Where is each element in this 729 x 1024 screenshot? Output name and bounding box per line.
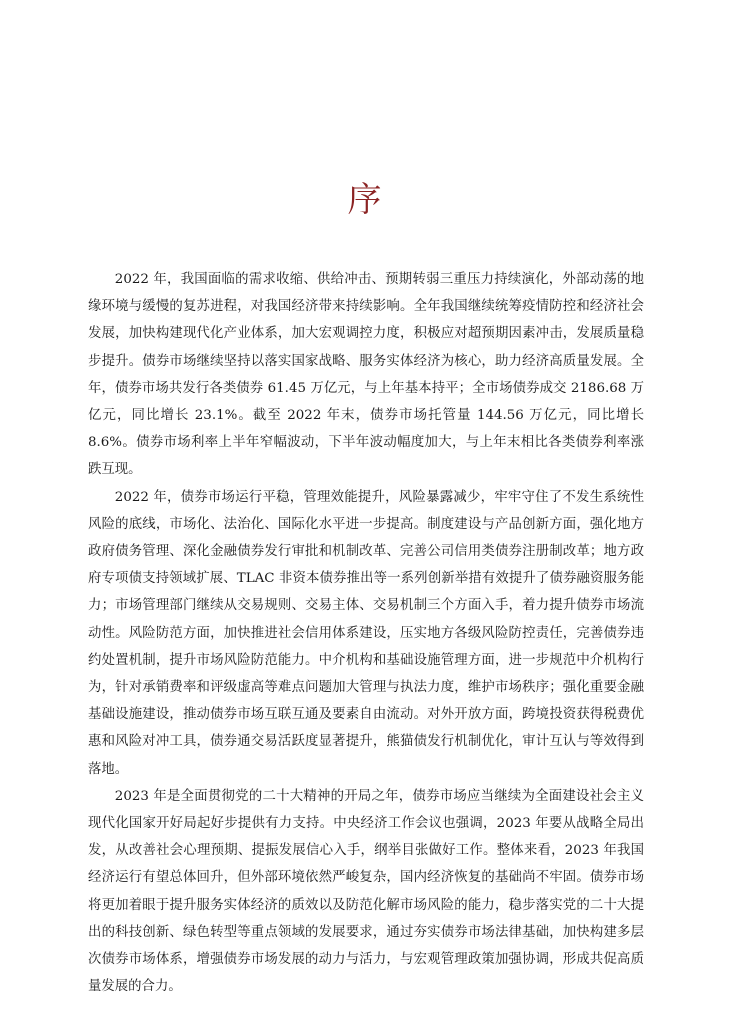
page-title: 序 [347, 180, 382, 220]
paragraph-1: 2022 年，我国面临的需求收缩、供给冲击、预期转弱三重压力持续演化，外部动荡的地缘环境与缓慢的复苏进程，对我国经济带来持续影响。全年我国继续统筹疫情防控和经济社会发展，加快构建现代化产业体系，加大宏观调控力度，积极应对超预期因素冲击，发展质量稳步提升。债券市场继续坚持以落实国家战略、服务实体经济为核心，助力经济高质量发展。全年，债券市场共发行各类债券 61.45 万亿元，与上年基本持平；全市场债券成交 2186.68 万亿元，同比增长 23.1%。截至 2022 年末，债券市场托管量 144.56 万亿元，同比增长 8.6%。债券市场利率上半年窄幅波动，下半年波动幅度加大，与上年末相比各类债券利率涨跌互现。 [88, 272, 644, 478]
preface-body [88, 266, 644, 1000]
paragraph-2: 2022 年，债券市场运行平稳，管理效能提升，风险暴露减少，牢牢守住了不发生系统性风险的底线，市场化、法治化、国际化水平进一步提高。制度建设与产品创新方面，强化地方政府债务管理、深化金融债券发行审批和机制改革、完善公司信用类债券注册制改革；地方政府专项债支持领域扩展、TLAC 非资本债券推出等一系列创新举措有效提升了债券融资服务能力；市场管理部门继续从交易规则、交易主体、交易机制三个方面入手，着力提升债券市场流动性。风险防范方面，加快推进社会信用体系建设，压实地方各级风险防控责任，完善债券违约处置机制，提升市场风险防范能力。中介机构和基础设施管理方面，进一步规范中介机构行为，针对承销费率和评级虚高等难点问题加大管理与执法力度，维护市场秩序；强化重要金融基础设施建设，推动债券市场互联互通及要素自由流动。对外开放方面，跨境投资获得税费优惠和风险对冲工具，债券通交易活跃度显著提升，熊猫债发行机制优化，审计互认与等效得到落地。 [88, 489, 644, 777]
paragraph-3: 2023 年是全面贯彻党的二十大精神的开局之年，债券市场应当继续为全面建设社会主义现代化国家开好局起好步提供有力支持。中央经济工作会议也强调，2023 年要从战略全局出发，从改善社会心理预期、提振发展信心入手，纲举目张做好工作。整体来看，2023 年我国经济运行有望总体回升，但外部环境依然严峻复杂，国内经济恢复的基础尚不牢固。债券市场将更加着眼于提升服务实体经济的质效以及防范化解市场风险的能力，稳步落实党的二十大提出的科技创新、绿色转型等重点领域的发展要求，通过夯实债券市场法律基础，加快构建多层次债券市场体系，增强债券市场发展的动力与活力，与宏观管理政策加强协调，形成共促高质量发展的合力。 [88, 788, 644, 995]
